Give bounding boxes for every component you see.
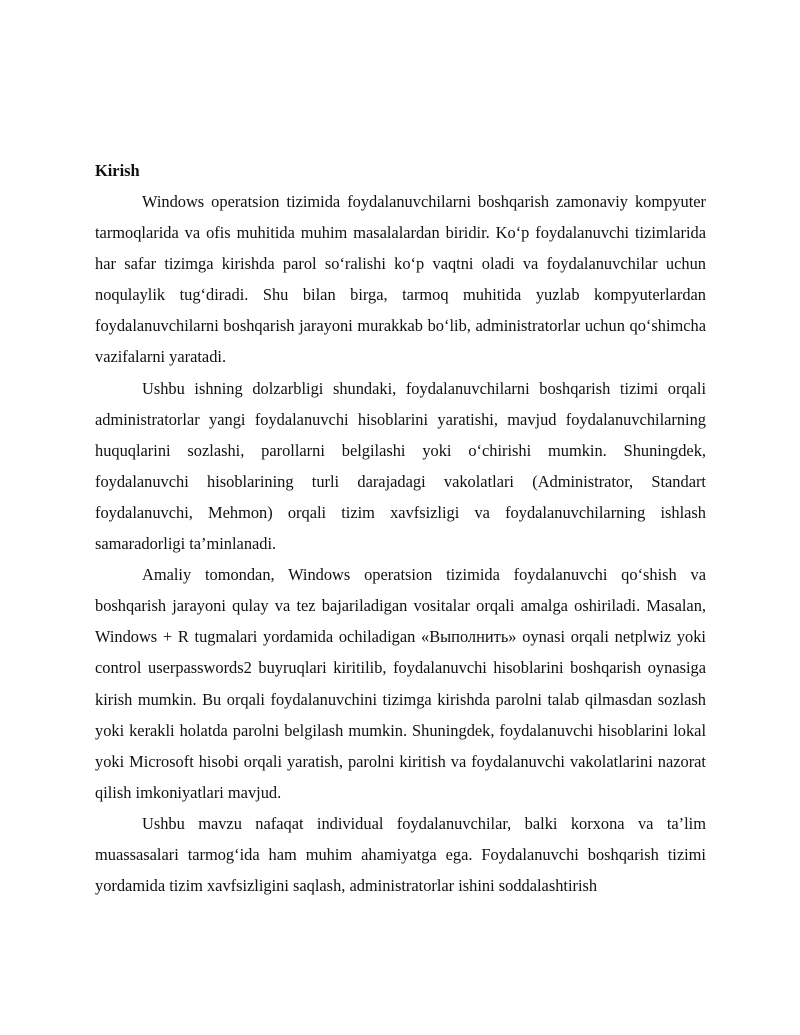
document-body — [95, 155, 706, 901]
paragraph-2: Ushbu ishning dolzarbligi shundaki, foydalanuvchilarni boshqarish tizimi orqali administratorlar yangi foydalanuvchi hisoblarini yaratishi, mavjud foydalanuvchilarning huquqlarini sozlashi, parollarni belgilashi yoki o‘chirishi mumkin. Shuningdek, foydalanuvchi hisoblarining turli darajadagi vakolatlari (Administrator, Standart foydalanuvchi, Mehmon) orqali tizim xavfsizligi va foydalanuvchilarning ishlash samaradorligi ta’minlanadi. — [95, 378, 706, 554]
paragraph-3: Amaliy tomondan, Windows operatsion tizimida foydalanuvchi qo‘shish va boshqarish jarayoni qulay va tez bajariladigan vositalar orqali amalga oshiriladi. Masalan, Windows + R tugmalari yordamida ochiladigan «Выполнить» oynasi orqali netplwiz yoki control userpasswords2 buyruqlari kiritilib, foydalanuvchi hisoblarini boshqarish oynasiga kirish mumkin. Bu orqali foydalanuvchini tizimga kirishda parolni talab qilmasdan sozlash yoki kerakli holatda parolni belgilash mumkin. Shuningdek, foydalanuvchi hisoblarini lokal yoki Microsoft hisobi orqali yaratish, parolni kiritish va foydalanuvchi vakolatlarini nazorat qilish imkoniyatlari mavjud. — [95, 565, 706, 802]
paragraph-4: Ushbu mavzu nafaqat individual foydalanuvchilar, balki korxona va ta’lim muassasalari tarmog‘ida ham muhim ahamiyatga ega. Foydalanuvchi boshqarish tizimi yordamida tizim xavfsizligini saqlash, administratorlar ishini soddalashtirish — [95, 813, 706, 896]
paragraph-1: Windows operatsion tizimida foydalanuvchilarni boshqarish zamonaviy kompyuter tarmoqlarida va ofis muhitida muhim masalalardan biridir. Ko‘p foydalanuvchi tizimlarida har safar tizimga kirishda parol so‘ralishi ko‘p vaqtni oladi va foydalanuvchilar uchun noqulaylik tug‘diradi. Shu bilan birga, tarmoq muhitida yuzlab kompyuterlardan foydalanuvchilarni boshqarish jarayoni murakkab bo‘lib, administratorlar uchun qo‘shimcha vazifalarni yaratadi. — [95, 192, 706, 367]
section-heading: Kirish — [95, 161, 140, 180]
